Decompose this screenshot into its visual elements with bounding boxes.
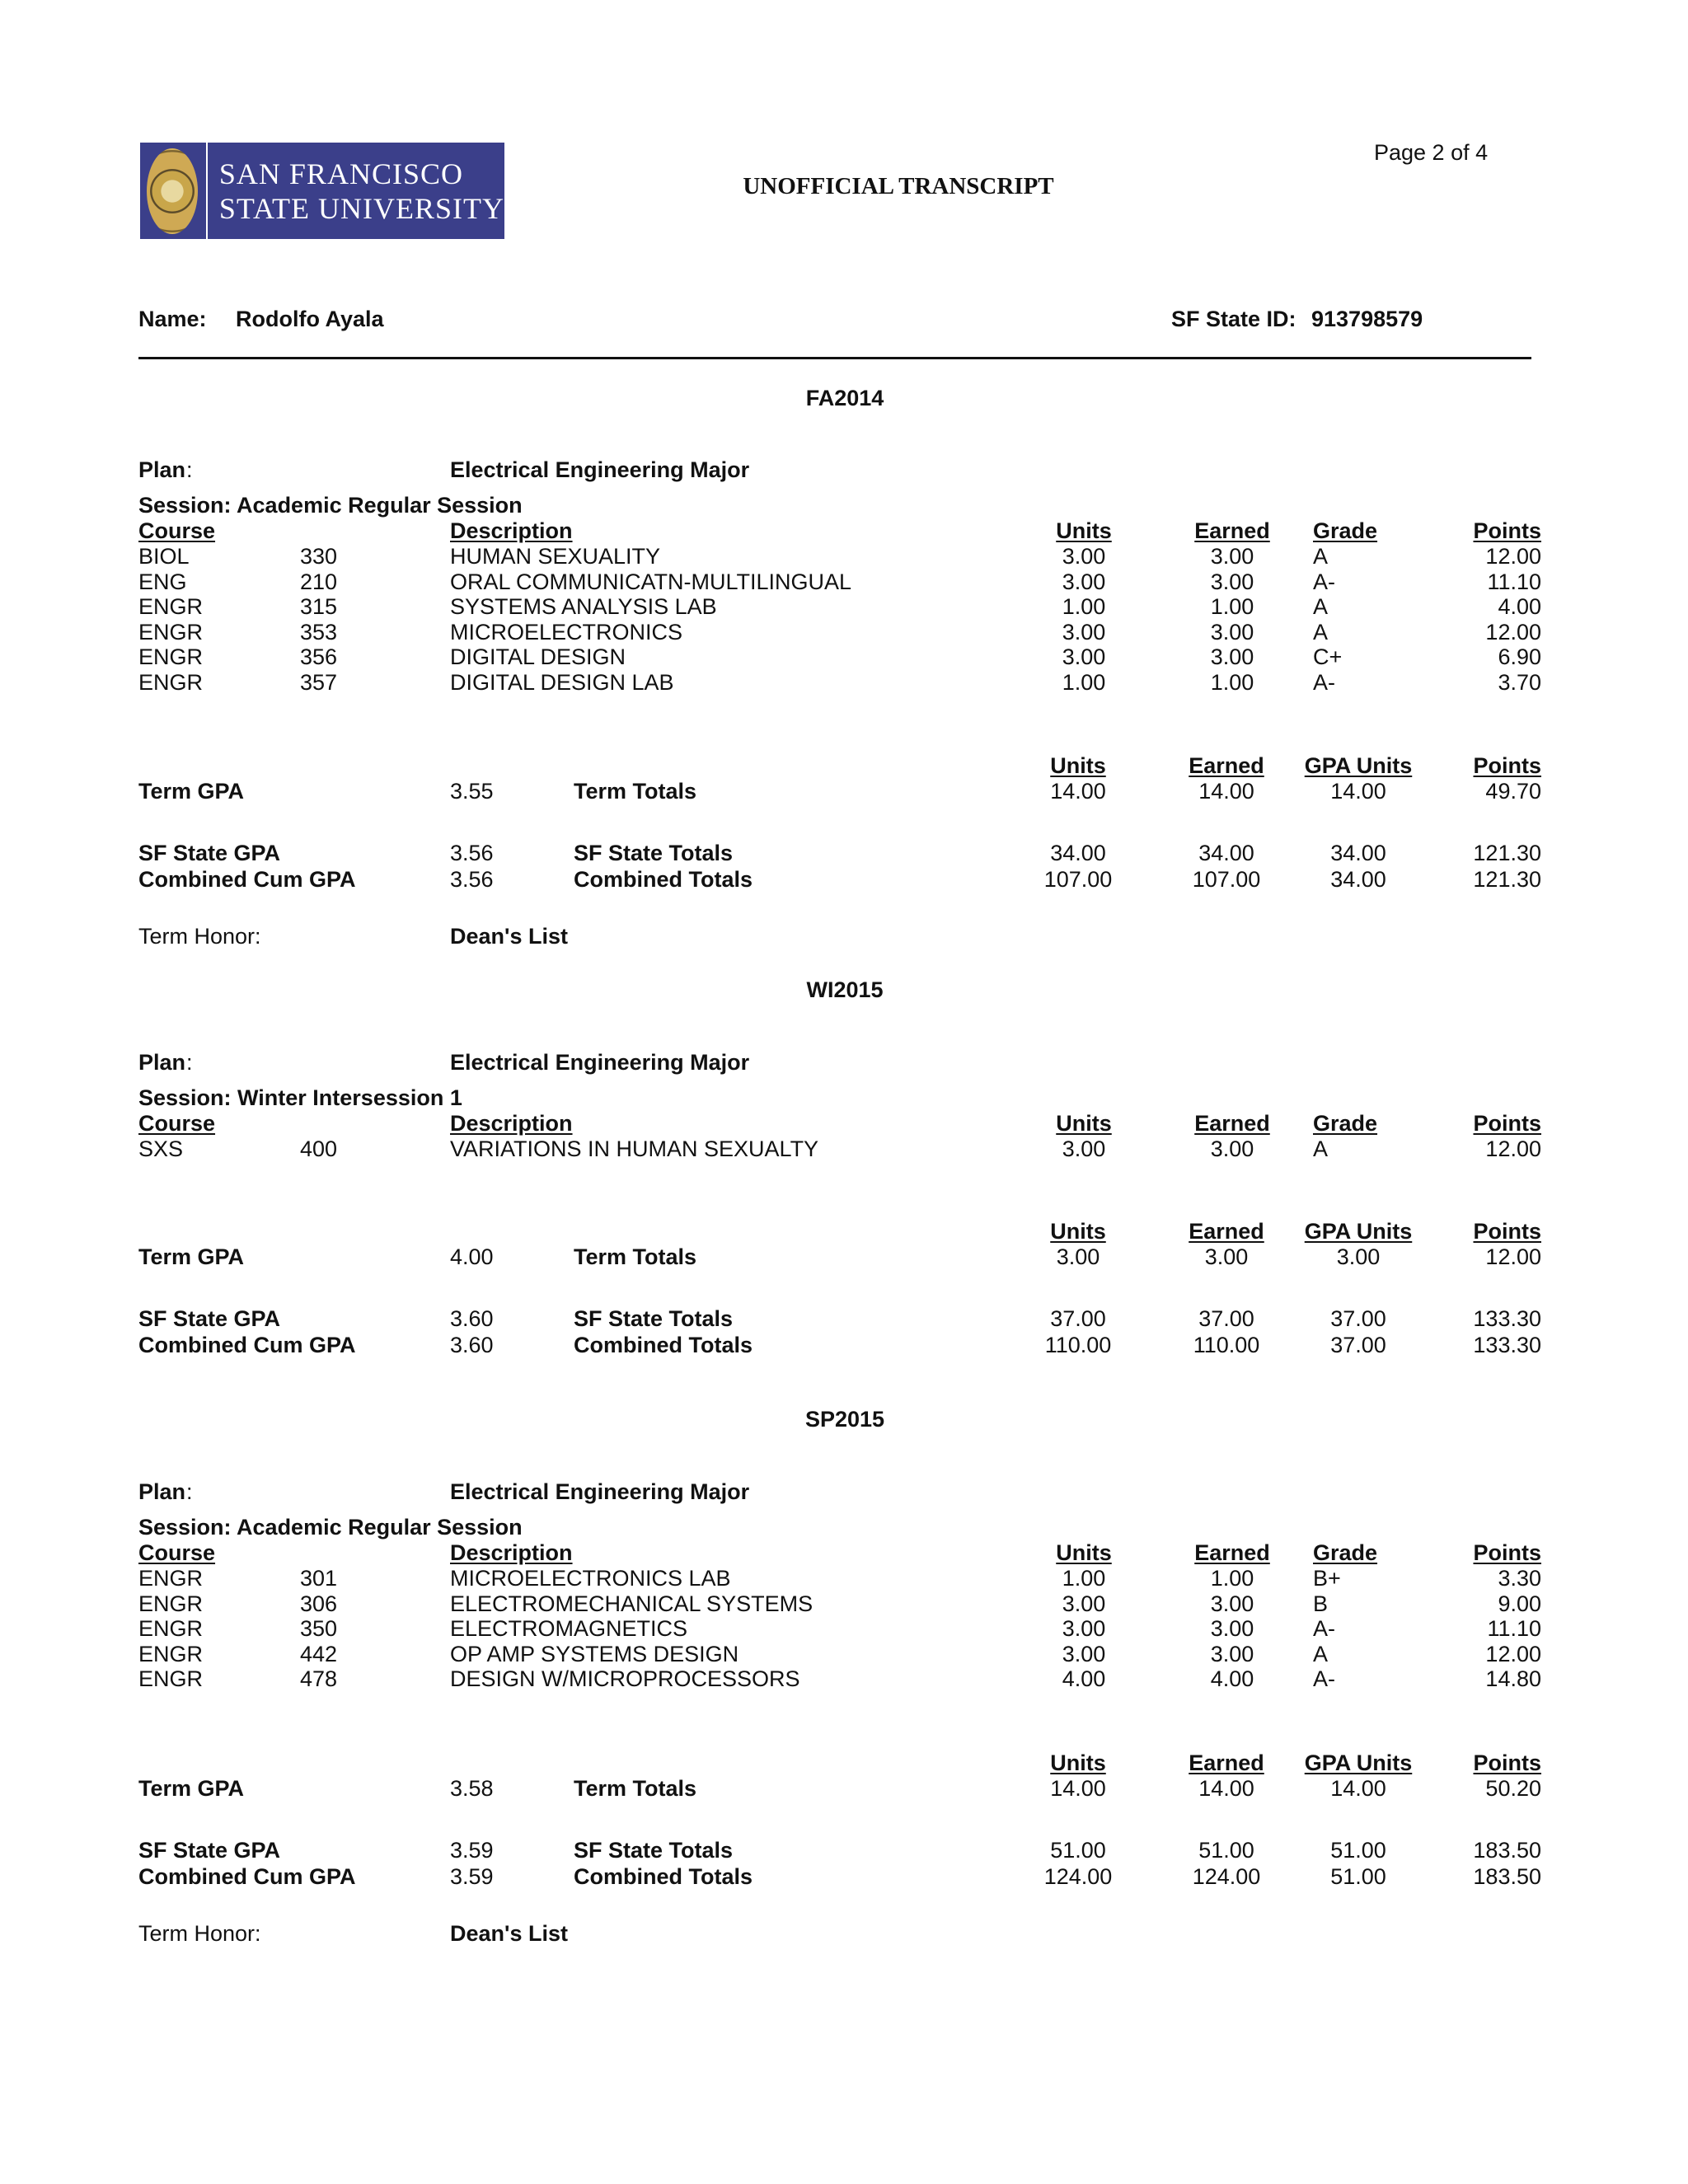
col-grade: Grade	[1313, 518, 1378, 543]
col-units: Units	[1056, 1111, 1112, 1136]
combined-totals-points: 121.30	[1473, 867, 1541, 892]
col-grade: Grade	[1313, 1540, 1378, 1565]
course-number: 356	[300, 644, 338, 669]
combined-totals-gpa-units: 34.00	[1330, 867, 1386, 892]
course-units: 1.00	[1062, 1566, 1106, 1591]
course-number: 478	[300, 1666, 338, 1691]
course-description: VARIATIONS IN HUMAN SEXUALTY	[450, 1137, 819, 1161]
course-description: MICROELECTRONICS	[450, 620, 683, 644]
course-description: DIGITAL DESIGN LAB	[450, 670, 674, 695]
sf-state-totals-gpa-units: 37.00	[1330, 1306, 1386, 1331]
combined-gpa-value: 3.59	[450, 1864, 494, 1889]
term-totals-gpa-units: 3.00	[1336, 1244, 1381, 1269]
course-units: 3.00	[1062, 1137, 1106, 1161]
course-number: 210	[300, 569, 338, 594]
col-earned: Earned	[1194, 1540, 1270, 1565]
course-subject: ENGR	[138, 1642, 204, 1666]
plan-label-colon: :	[186, 1050, 193, 1075]
term-totals-units: 3.00	[1056, 1244, 1100, 1269]
course-grade: A	[1313, 544, 1329, 569]
course-description: SYSTEMS ANALYSIS LAB	[450, 594, 717, 619]
course-subject: SXS	[138, 1137, 184, 1161]
term-totals-label: Term Totals	[574, 1776, 697, 1801]
sf-state-totals-points: 183.50	[1473, 1838, 1541, 1863]
sf-state-gpa-label: SF State GPA	[138, 1838, 281, 1863]
term-gpa-label: Term GPA	[138, 779, 245, 804]
course-number: 357	[300, 670, 338, 695]
combined-totals-points: 183.50	[1473, 1864, 1541, 1889]
course-earned: 3.00	[1210, 620, 1254, 644]
course-earned: 3.00	[1210, 644, 1254, 669]
course-earned: 3.00	[1210, 569, 1254, 594]
course-units: 1.00	[1062, 670, 1106, 695]
course-points: 11.10	[1487, 569, 1541, 594]
sf-state-totals-units: 34.00	[1050, 841, 1106, 865]
combined-totals-earned: 124.00	[1192, 1864, 1261, 1889]
course-earned: 1.00	[1210, 594, 1254, 619]
course-grade: A	[1313, 620, 1329, 644]
course-subject: ENGR	[138, 1616, 204, 1641]
course-points: 9.00	[1498, 1591, 1541, 1616]
course-earned: 1.00	[1210, 1566, 1254, 1591]
col-description: Description	[450, 518, 573, 543]
term-heading: FA2014	[805, 386, 884, 410]
logo-line-1: SAN FRANCISCO	[218, 157, 463, 190]
course-description: DESIGN W/MICROPROCESSORS	[450, 1666, 800, 1691]
sf-state-totals-label: SF State Totals	[574, 1306, 734, 1331]
course-number: 306	[300, 1591, 338, 1616]
col-units: Units	[1056, 518, 1112, 543]
course-number: 353	[300, 620, 338, 644]
course-grade: B	[1313, 1591, 1329, 1616]
course-description: DIGITAL DESIGN	[450, 644, 626, 669]
course-grade: A-	[1313, 1666, 1335, 1691]
sf-state-totals-points: 133.30	[1473, 1306, 1541, 1331]
course-earned: 3.00	[1210, 1616, 1254, 1641]
course-earned: 3.00	[1210, 544, 1254, 569]
course-subject: ENGR	[138, 594, 204, 619]
col-points: Points	[1473, 518, 1541, 543]
term-totals-label: Term Totals	[574, 779, 697, 804]
totals-col-points: Points	[1473, 1219, 1541, 1244]
plan-label: Plan	[138, 1050, 186, 1075]
term-totals-points: 12.00	[1485, 1244, 1541, 1269]
course-units: 3.00	[1062, 1591, 1106, 1616]
combined-gpa-value: 3.60	[450, 1333, 494, 1357]
totals-col-earned: Earned	[1189, 1219, 1264, 1244]
totals-col-gpa-units: GPA Units	[1304, 1750, 1413, 1775]
col-course: Course	[138, 518, 216, 543]
student-id: 913798579	[1311, 307, 1423, 331]
term-gpa-label: Term GPA	[138, 1776, 245, 1801]
col-earned: Earned	[1194, 1111, 1270, 1136]
sf-state-gpa-value: 3.60	[450, 1306, 494, 1331]
course-units: 3.00	[1062, 620, 1106, 644]
term-totals-earned: 14.00	[1198, 1776, 1254, 1801]
course-grade: A-	[1313, 1616, 1335, 1641]
name-label: Name:	[138, 307, 207, 331]
term-totals-earned: 14.00	[1198, 779, 1254, 804]
course-subject: ENGR	[138, 670, 204, 695]
combined-gpa-label: Combined Cum GPA	[138, 1864, 356, 1889]
combined-totals-units: 110.00	[1044, 1333, 1112, 1357]
combined-gpa-label: Combined Cum GPA	[138, 867, 356, 892]
term-totals-gpa-units: 14.00	[1330, 779, 1386, 804]
term-heading: SP2015	[804, 1407, 885, 1432]
course-number: 350	[300, 1616, 338, 1641]
session-label: Session: Academic Regular Session	[138, 1515, 523, 1540]
header-divider	[138, 357, 1531, 359]
col-points: Points	[1473, 1540, 1541, 1565]
course-grade: A	[1313, 1642, 1329, 1666]
course-grade: A	[1313, 594, 1329, 619]
course-units: 1.00	[1062, 594, 1106, 619]
course-points: 14.80	[1485, 1666, 1541, 1691]
term-honor-label: Term Honor:	[138, 1921, 261, 1946]
term-heading: WI2015	[806, 977, 884, 1002]
session-label: Session: Winter Intersession 1	[138, 1085, 462, 1110]
sf-state-gpa-label: SF State GPA	[138, 1306, 281, 1331]
course-subject: ENGR	[138, 1666, 204, 1691]
course-points: 12.00	[1485, 620, 1541, 644]
sf-state-totals-points: 121.30	[1473, 841, 1541, 865]
combined-gpa-value: 3.56	[450, 867, 494, 892]
course-units: 4.00	[1062, 1666, 1106, 1691]
course-units: 3.00	[1062, 569, 1106, 594]
course-number: 301	[300, 1566, 338, 1591]
totals-col-units: Units	[1050, 753, 1106, 778]
course-points: 3.70	[1498, 670, 1541, 695]
document-title: UNOFFICIAL TRANSCRIPT	[743, 173, 1054, 199]
sf-state-totals-label: SF State Totals	[574, 1838, 734, 1863]
combined-totals-units: 107.00	[1043, 867, 1113, 892]
course-subject: ENGR	[138, 644, 204, 669]
col-course: Course	[138, 1540, 216, 1565]
sf-state-totals-gpa-units: 34.00	[1330, 841, 1386, 865]
term-totals-units: 14.00	[1050, 779, 1106, 804]
session-label: Session: Academic Regular Session	[138, 493, 523, 518]
term-honor-value: Dean's List	[450, 1921, 568, 1946]
course-points: 4.00	[1498, 594, 1541, 619]
course-units: 3.00	[1062, 1642, 1106, 1666]
course-subject: ENGR	[138, 620, 204, 644]
page-number: Page 2 of 4	[1374, 140, 1489, 165]
totals-col-units: Units	[1050, 1750, 1106, 1775]
col-points: Points	[1473, 1111, 1541, 1136]
totals-col-points: Points	[1473, 753, 1541, 778]
sf-state-gpa-value: 3.56	[450, 841, 494, 865]
plan-value: Electrical Engineering Major	[450, 1050, 750, 1075]
sf-state-totals-earned: 37.00	[1198, 1306, 1254, 1331]
course-grade: A	[1313, 1137, 1329, 1161]
course-earned: 1.00	[1210, 670, 1254, 695]
term-honor-value: Dean's List	[450, 924, 568, 949]
term-gpa-value: 4.00	[450, 1244, 494, 1269]
col-grade: Grade	[1313, 1111, 1378, 1136]
course-number: 315	[300, 594, 338, 619]
plan-value: Electrical Engineering Major	[450, 1479, 750, 1504]
course-points: 3.30	[1498, 1566, 1541, 1591]
term-totals-label: Term Totals	[574, 1244, 697, 1269]
term-totals-points: 49.70	[1485, 779, 1541, 804]
combined-totals-label: Combined Totals	[574, 1864, 753, 1889]
logo-line-2: STATE UNIVERSITY	[218, 191, 504, 225]
plan-label: Plan	[138, 457, 186, 482]
plan-label: Plan	[138, 1479, 186, 1504]
totals-col-gpa-units: GPA Units	[1304, 1219, 1413, 1244]
course-points: 11.10	[1487, 1616, 1541, 1641]
sf-state-totals-units: 37.00	[1050, 1306, 1106, 1331]
sf-state-totals-earned: 51.00	[1198, 1838, 1254, 1863]
course-points: 12.00	[1485, 1137, 1541, 1161]
plan-label-colon: :	[186, 457, 193, 482]
course-number: 400	[300, 1137, 338, 1161]
col-description: Description	[450, 1111, 573, 1136]
combined-totals-label: Combined Totals	[574, 867, 753, 892]
course-subject: ENGR	[138, 1566, 204, 1591]
course-points: 6.90	[1498, 644, 1541, 669]
combined-totals-earned: 107.00	[1192, 867, 1261, 892]
course-grade: B+	[1313, 1566, 1341, 1591]
course-number: 330	[300, 544, 338, 569]
term-totals-points: 50.20	[1485, 1776, 1541, 1801]
plan-label-colon: :	[186, 1479, 193, 1504]
col-description: Description	[450, 1540, 573, 1565]
combined-totals-points: 133.30	[1473, 1333, 1541, 1357]
totals-col-points: Points	[1473, 1750, 1541, 1775]
course-units: 3.00	[1062, 1616, 1106, 1641]
course-earned: 4.00	[1210, 1666, 1254, 1691]
sf-state-gpa-value: 3.59	[450, 1838, 494, 1863]
course-description: HUMAN SEXUALITY	[450, 544, 661, 569]
sf-state-totals-earned: 34.00	[1198, 841, 1254, 865]
course-points: 12.00	[1485, 544, 1541, 569]
term-gpa-value: 3.58	[450, 1776, 494, 1801]
col-course: Course	[138, 1111, 216, 1136]
col-units: Units	[1056, 1540, 1112, 1565]
term-gpa-label: Term GPA	[138, 1244, 245, 1269]
course-description: ELECTROMECHANICAL SYSTEMS	[450, 1591, 814, 1616]
course-units: 3.00	[1062, 544, 1106, 569]
sf-state-totals-label: SF State Totals	[574, 841, 734, 865]
course-earned: 3.00	[1210, 1137, 1254, 1161]
course-description: ELECTROMAGNETICS	[450, 1616, 688, 1641]
course-description: MICROELECTRONICS LAB	[450, 1566, 731, 1591]
course-units: 3.00	[1062, 644, 1106, 669]
student-id-label: SF State ID:	[1171, 307, 1296, 331]
combined-totals-units: 124.00	[1043, 1864, 1113, 1889]
course-earned: 3.00	[1210, 1642, 1254, 1666]
course-description: ORAL COMMUNICATN-MULTILINGUAL	[450, 569, 852, 594]
course-grade: A-	[1313, 670, 1335, 695]
term-gpa-value: 3.55	[450, 779, 494, 804]
combined-totals-gpa-units: 37.00	[1330, 1333, 1386, 1357]
course-description: OP AMP SYSTEMS DESIGN	[450, 1642, 739, 1666]
totals-col-earned: Earned	[1189, 753, 1264, 778]
term-totals-earned: 3.00	[1204, 1244, 1249, 1269]
term-totals-units: 14.00	[1050, 1776, 1106, 1801]
term-totals-gpa-units: 14.00	[1330, 1776, 1386, 1801]
totals-col-gpa-units: GPA Units	[1304, 753, 1413, 778]
course-subject: ENGR	[138, 1591, 204, 1616]
combined-totals-label: Combined Totals	[574, 1333, 753, 1357]
plan-value: Electrical Engineering Major	[450, 457, 750, 482]
sf-state-gpa-label: SF State GPA	[138, 841, 281, 865]
course-points: 12.00	[1485, 1642, 1541, 1666]
combined-totals-earned: 110.00	[1193, 1333, 1260, 1357]
course-grade: C+	[1313, 644, 1343, 669]
combined-gpa-label: Combined Cum GPA	[138, 1333, 356, 1357]
combined-totals-gpa-units: 51.00	[1330, 1864, 1386, 1889]
totals-col-units: Units	[1050, 1219, 1106, 1244]
course-number: 442	[300, 1642, 338, 1666]
student-name: Rodolfo Ayala	[236, 307, 384, 331]
course-earned: 3.00	[1210, 1591, 1254, 1616]
course-subject: ENG	[138, 569, 187, 594]
totals-col-earned: Earned	[1189, 1750, 1264, 1775]
sf-state-totals-units: 51.00	[1050, 1838, 1106, 1863]
sf-state-totals-gpa-units: 51.00	[1330, 1838, 1386, 1863]
course-subject: BIOL	[138, 544, 190, 569]
col-earned: Earned	[1194, 518, 1270, 543]
course-grade: A-	[1313, 569, 1335, 594]
term-honor-label: Term Honor:	[138, 924, 261, 949]
